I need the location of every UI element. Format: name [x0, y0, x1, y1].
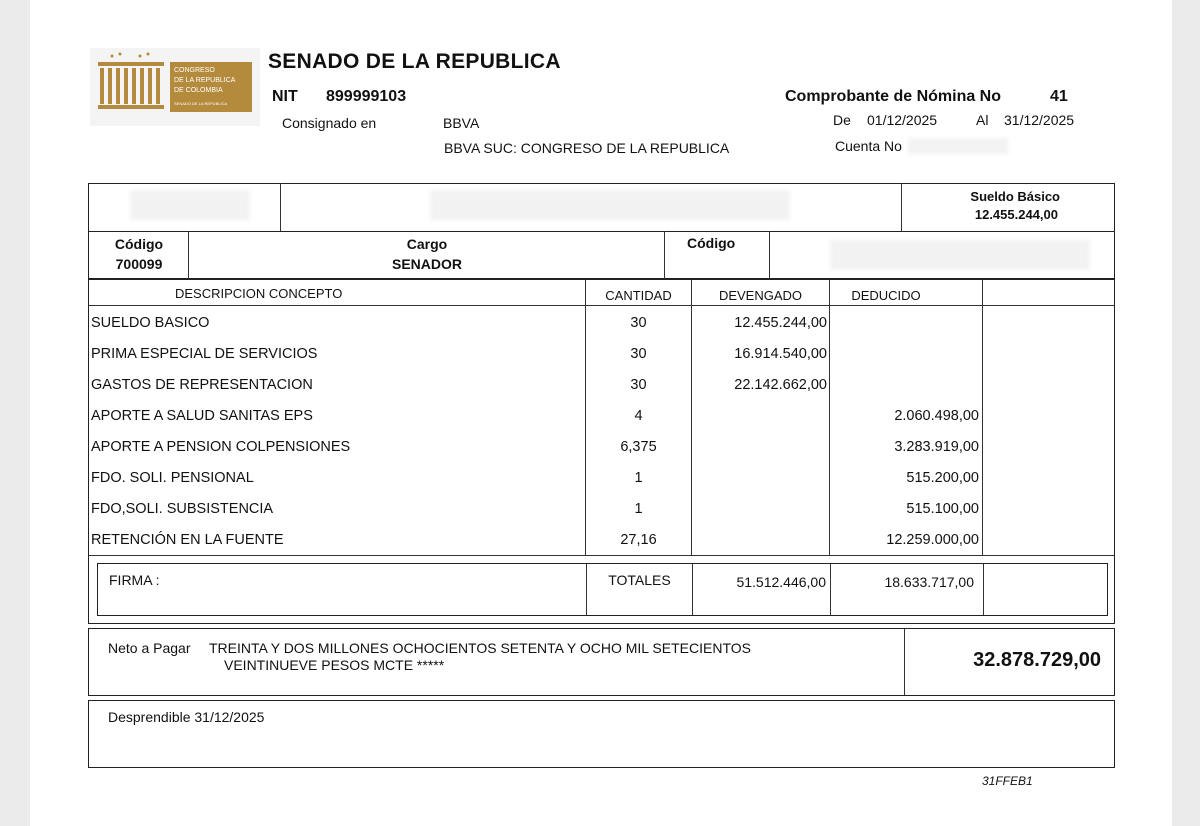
- totales-label: TOTALES: [608, 572, 671, 588]
- logo-text-4: SENADO DE LA REPUBLICA: [174, 101, 228, 106]
- al-date: 31/12/2025: [1004, 112, 1075, 128]
- header-cantidad: CANTIDAD: [605, 288, 672, 303]
- row-cantidad: 1: [634, 501, 643, 517]
- payroll-sheet: [30, 0, 1172, 826]
- congreso-logo: [90, 48, 260, 126]
- total-deducido: 18.633.717,00: [884, 574, 974, 590]
- desprendible-label: Desprendible 31/12/2025: [108, 709, 265, 725]
- nit-value: 899999103: [326, 88, 407, 105]
- header-descripcion: DESCRIPCION CONCEPTO: [175, 286, 343, 301]
- table-row: [89, 401, 1115, 432]
- al-label: Al: [976, 112, 989, 128]
- neto-label: Neto a Pagar: [108, 640, 191, 656]
- sueldo-basico-label: Sueldo Básico: [970, 189, 1060, 204]
- table-row: [89, 339, 1115, 370]
- row-deducido: 12.259.000,00: [886, 532, 979, 548]
- row-cantidad: 6,375: [620, 439, 657, 455]
- row-descripcion: RETENCIÓN EN LA FUENTE: [91, 532, 284, 548]
- row-devengado: 22.142.662,00: [734, 377, 827, 393]
- codigo-label: Código: [114, 236, 164, 252]
- row-descripcion: APORTE A SALUD SANITAS EPS: [91, 408, 313, 424]
- row-descripcion: PRIMA ESPECIAL DE SERVICIOS: [91, 346, 318, 362]
- cargo-value: SENADOR: [391, 256, 462, 272]
- neto-words-line1: TREINTA Y DOS MILLONES OCHOCIENTOS SETENTA Y OCHO MIL SETECIENTOS: [209, 640, 751, 656]
- header-deducido: DEDUCIDO: [851, 288, 921, 303]
- comprobante-number: 41: [1050, 88, 1068, 105]
- row-descripcion: FDO. SOLI. PENSIONAL: [91, 470, 254, 486]
- row-devengado: 12.455.244,00: [734, 315, 827, 331]
- cargo-label: Cargo: [406, 236, 448, 252]
- neto-box: [88, 628, 1115, 696]
- table-row: [89, 525, 1115, 556]
- codigo-value: 700099: [115, 256, 163, 272]
- row-devengado: 16.914.540,00: [734, 346, 827, 362]
- row-cantidad: 1: [634, 470, 643, 486]
- row-deducido: 2.060.498,00: [894, 408, 979, 424]
- row-cantidad: 27,16: [620, 532, 657, 548]
- codigo2-label: Código: [687, 235, 736, 251]
- table-row: [89, 494, 1115, 525]
- firma-label: FIRMA :: [109, 572, 160, 588]
- de-label: De: [833, 112, 851, 128]
- consignado-label: Consignado en: [282, 115, 377, 131]
- redacted-name: [430, 190, 790, 220]
- logo-text-3: DE COLOMBIA: [174, 87, 223, 94]
- nit-label: NIT: [272, 88, 298, 105]
- header-devengado: DEVENGADO: [718, 288, 803, 303]
- totals-box: [97, 563, 1108, 616]
- neto-amount: 32.878.729,00: [973, 649, 1101, 671]
- de-date: 01/12/2025: [867, 112, 938, 128]
- row-deducido: 515.100,00: [906, 501, 979, 517]
- row-cantidad: 4: [634, 408, 643, 424]
- sueldo-basico-value: 12.455.244,00: [974, 207, 1058, 222]
- row-deducido: 515.200,00: [906, 470, 979, 486]
- row-cantidad: 30: [630, 315, 647, 331]
- concepts-table: [88, 279, 1115, 624]
- table-row: [89, 463, 1115, 494]
- bank-name: BBVA: [443, 115, 480, 131]
- comprobante-label: Comprobante de Nómina No: [785, 88, 1002, 105]
- cuenta-label: Cuenta No: [835, 138, 902, 154]
- row-descripcion: SUELDO BASICO: [91, 315, 210, 331]
- page-title: SENADO DE LA REPUBLICA: [268, 50, 561, 73]
- redacted-account: [908, 138, 1008, 154]
- logo-text-1: CONGRESO: [174, 67, 215, 74]
- row-descripcion: FDO,SOLI. SUBSISTENCIA: [91, 501, 274, 517]
- row-cantidad: 30: [630, 346, 647, 362]
- table-row: [89, 308, 1115, 339]
- neto-words-line2: VEINTINUEVE PESOS MCTE *****: [224, 657, 445, 673]
- total-devengado: 51.512.446,00: [736, 574, 826, 590]
- redacted-id: [130, 190, 250, 220]
- logo-text-2: DE LA REPUBLICA: [174, 77, 236, 84]
- row-deducido: 3.283.919,00: [894, 439, 979, 455]
- desprendible-box: [88, 700, 1115, 768]
- footer-code: 31FFEB1: [982, 774, 1033, 788]
- row-descripcion: GASTOS DE REPRESENTACION: [91, 377, 313, 393]
- bank-branch: BBVA SUC: CONGRESO DE LA REPUBLICA: [444, 140, 730, 156]
- row-cantidad: 30: [630, 377, 647, 393]
- table-row: [89, 370, 1115, 401]
- redacted-codigo2: [830, 240, 1090, 270]
- row-descripcion: APORTE A PENSION COLPENSIONES: [91, 439, 351, 455]
- table-row: [89, 432, 1115, 463]
